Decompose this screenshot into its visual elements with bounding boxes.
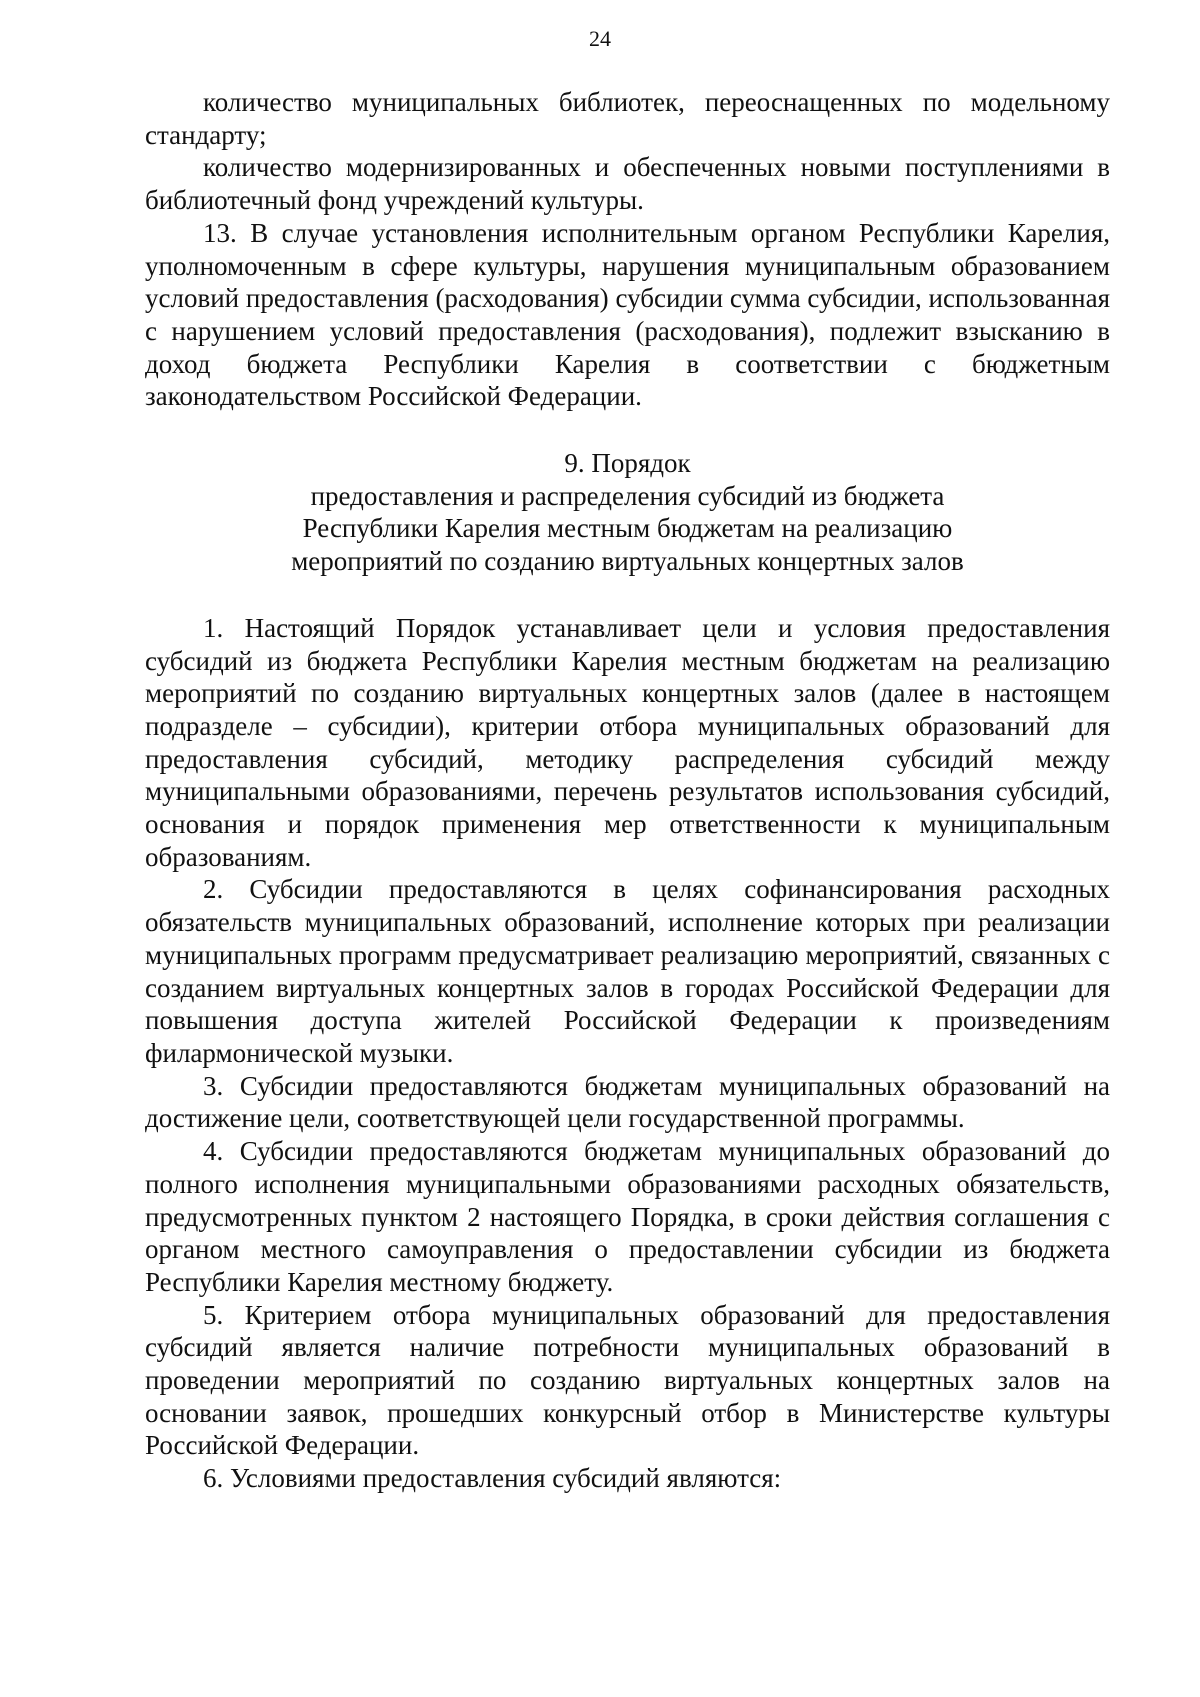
- paragraph-item-1: 1. Настоящий Порядок устанавливает цели и условия предоставления субсидий из бюджета Республики Карелия местным бюджетам на реализацию мероприятий по созданию виртуальных концертных залов (далее в настоящем подразделе – субсидии), критерии отбора муниципальных образований для предоставления субсидий, методику распределения субсидий между муниципальными образованиями, перечень результатов использования субсидий, основания и порядок применения мер ответственности к муниципальным образованиям.: [145, 612, 1110, 872]
- paragraph-item-3: 3. Субсидии предоставляются бюджетам муниципальных образований на достижение цели, соответствующей цели государственной программы.: [145, 1070, 1110, 1134]
- paragraph-item-4: 4. Субсидии предоставляются бюджетам муниципальных образований до полного исполнения муниципальными образованиями расходных обязательств, предусмотренных пунктом 2 настоящего Порядка, в сроки действия соглашения с органом местного самоуправления о предоставлении субсидии из бюджета Республики Карелия местному бюджету.: [145, 1136, 1110, 1297]
- page-number: 24: [589, 26, 611, 51]
- paragraph-modernized-count: количество модернизированных и обеспеченных новыми поступлениями в библиотечный фонд учреждений культуры.: [145, 152, 1110, 216]
- paragraph-libraries-count: количество муниципальных библиотек, переоснащенных по модельному стандарту;: [145, 87, 1110, 150]
- paragraph-item-5: 5. Критерием отбора муниципальных образований для предоставления субсидий является наличие потребности муниципальных образований в проведении мероприятий по созданию виртуальных концертных залов на основании заявок, прошедших конкурсный отбор в Министерстве культуры Российской Федерации.: [145, 1299, 1110, 1461]
- section-subtitle-line-3: мероприятий по созданию виртуальных концертных залов: [291, 546, 964, 577]
- section-subtitle-line-1: предоставления и распределения субсидий из бюджета: [310, 480, 945, 511]
- paragraph-item-13: 13. В случае установления исполнительным органом Республики Карелия, уполномоченным в сфере культуры, нарушения муниципальным образованием условий предоставления (расходования) субсидии сумма субсидии, использованная с нарушением условий предоставления (расходования), подлежит взысканию в доход бюджета Республики Карелия в соответствии с бюджетным законодательством Российской Федерации.: [145, 217, 1110, 412]
- section-heading: [145, 447, 1110, 578]
- document-body: [145, 86, 1110, 1495]
- section-subtitle-line-2: Республики Карелия местным бюджетам на реализацию: [302, 513, 953, 544]
- paragraph-item-6: 6. Условиями предоставления субсидий являются:: [203, 1463, 782, 1494]
- paragraph-item-2: 2. Субсидии предоставляются в целях софинансирования расходных обязательств муниципальных образований, исполнение которых при реализации муниципальных программ предусматривает реализацию мероприятий, связанных с созданием виртуальных концертных залов в городах Российской Федерации для повышения доступа жителей Российской Федерации к произведениям филармонической музыки.: [145, 874, 1110, 1068]
- section-title: 9. Порядок: [564, 448, 691, 479]
